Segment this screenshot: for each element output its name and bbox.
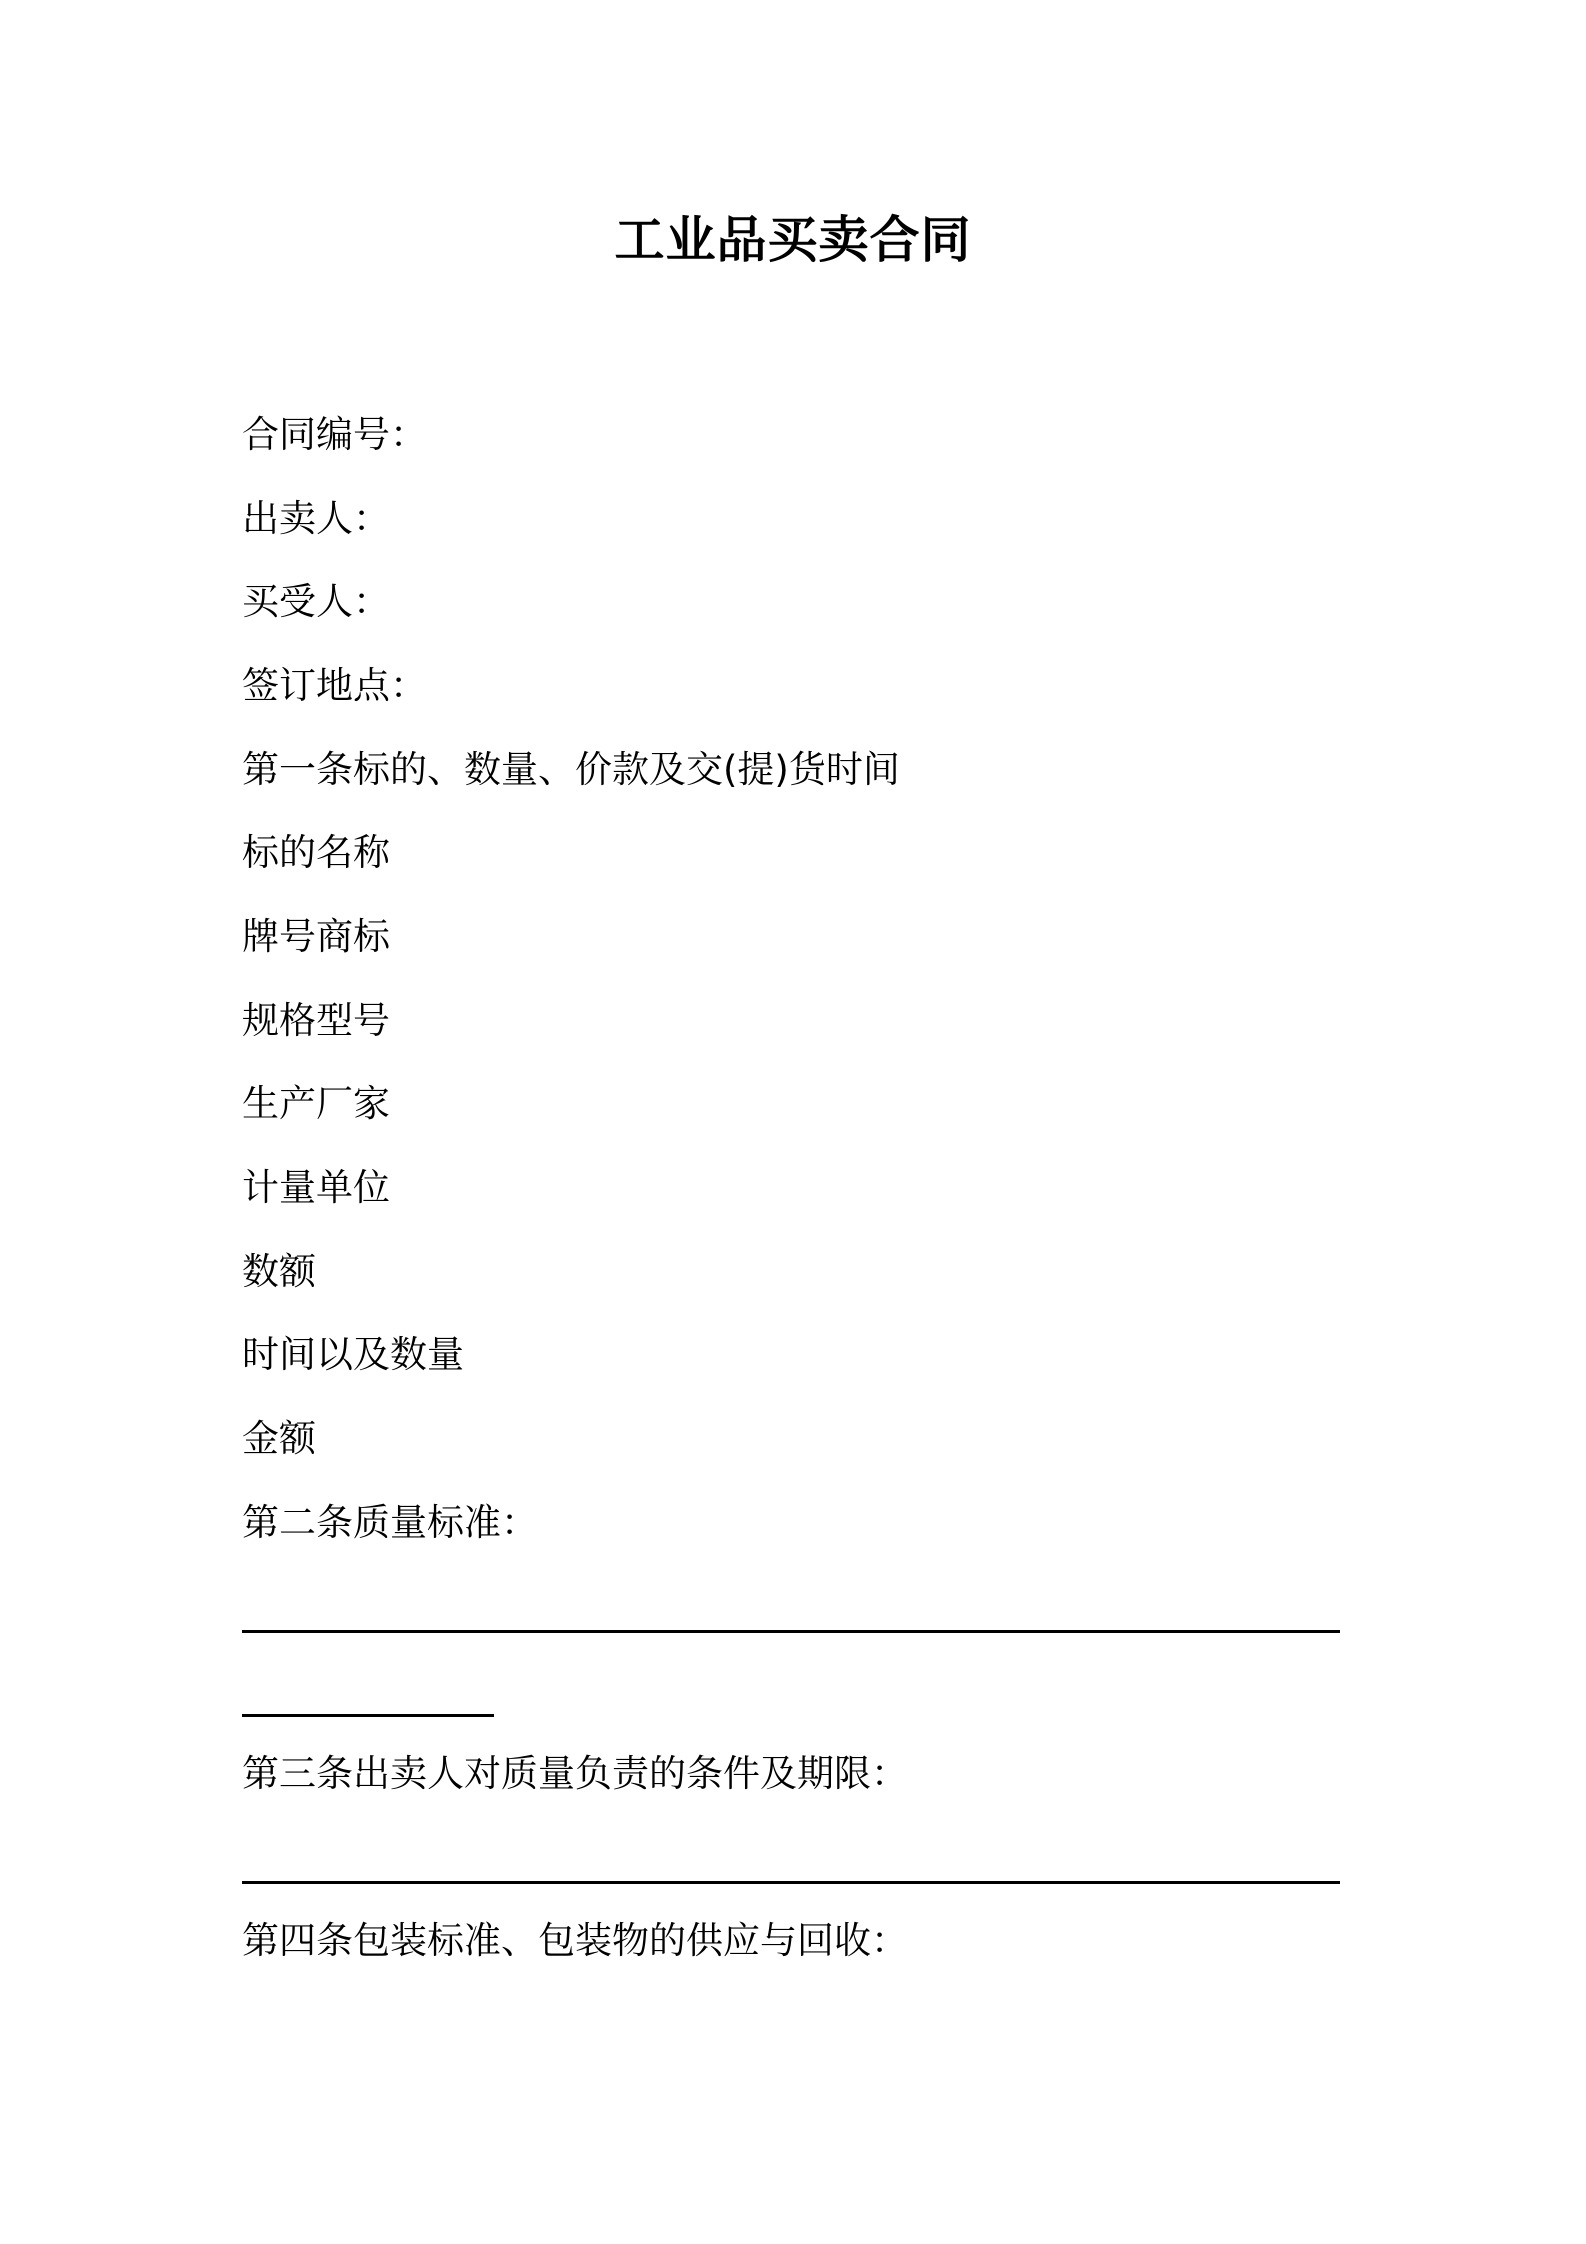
buyer-label: 买受人： [242,580,390,623]
fill-in-underline [242,1630,1340,1633]
fill-in-underline [242,1714,494,1717]
article-1-item: 生产厂家 [242,1082,390,1125]
article-1-item: 牌号商标 [242,915,390,958]
article-1-item: 标的名称 [242,831,390,874]
signing-place-label: 签订地点： [242,664,427,707]
contract-number-label: 合同编号： [242,413,427,456]
article-3-heading: 第三条出卖人对质量负责的条件及期限： [242,1752,908,1795]
fill-in-underline [242,1881,1340,1884]
article-2-heading: 第二条质量标准： [242,1501,538,1544]
article-1-heading: 第一条标的、数量、价款及交(提)货时间 [242,748,900,791]
article-4-heading: 第四条包装标准、包装物的供应与回收： [242,1919,908,1962]
article-1-item: 时间以及数量 [242,1333,464,1376]
article-1-item: 金额 [242,1417,316,1460]
article-1-item: 计量单位 [242,1166,390,1209]
document-title: 工业品买卖合同 [614,211,972,269]
article-1-item: 规格型号 [242,999,390,1042]
article-1-item: 数额 [242,1250,316,1293]
seller-label: 出卖人： [242,497,390,540]
